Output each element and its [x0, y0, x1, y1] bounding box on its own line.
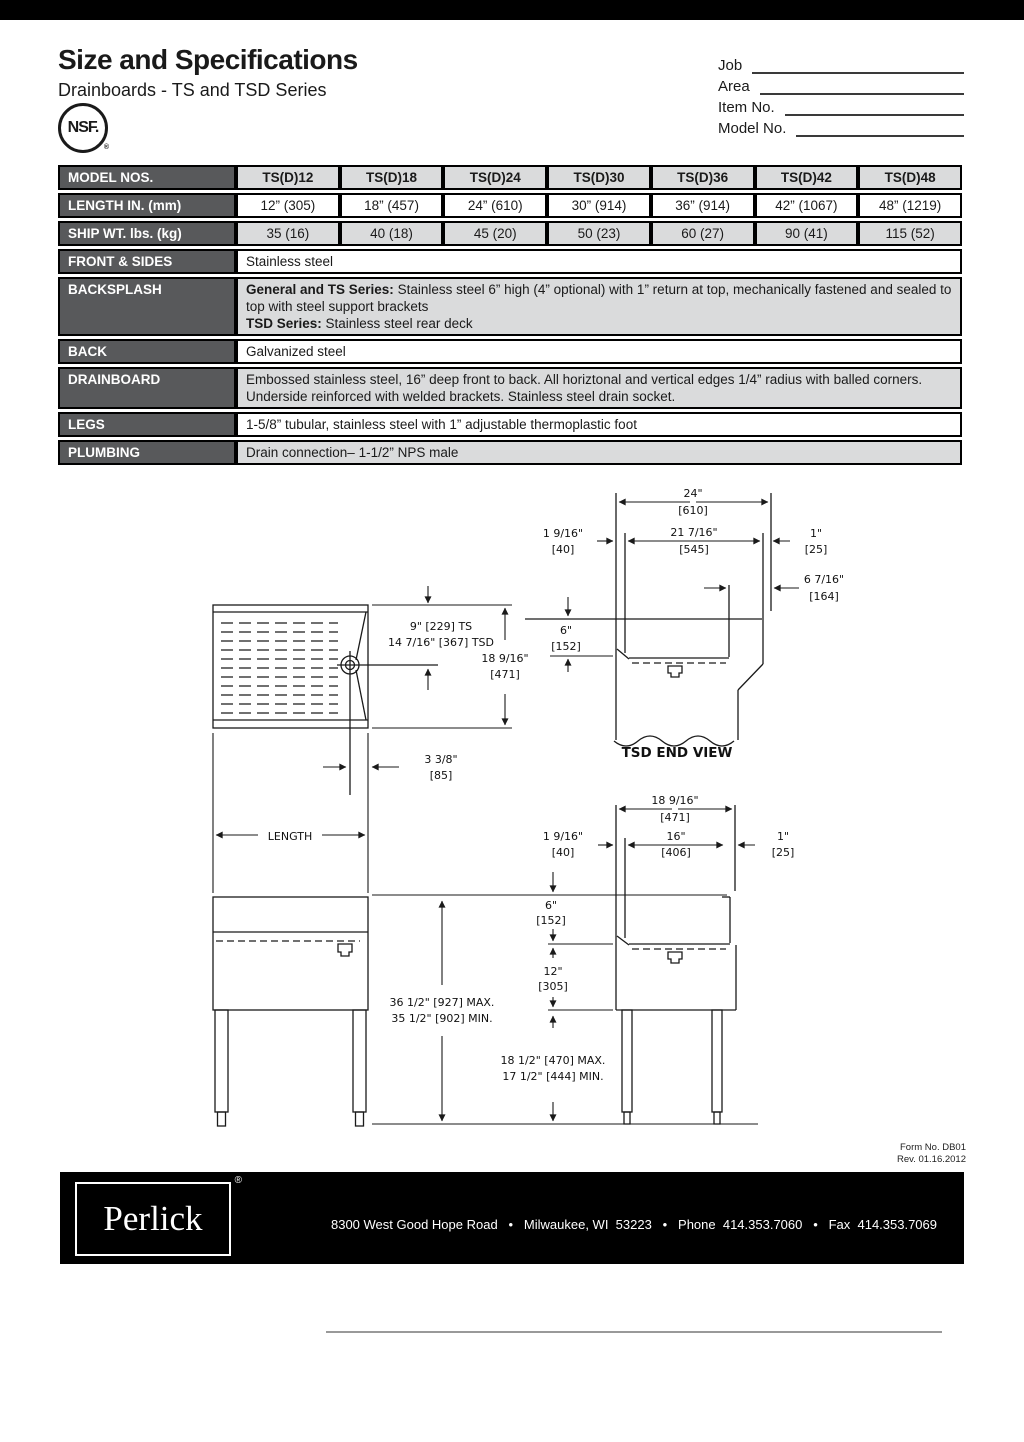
model-cell: TS(D)12	[236, 165, 340, 190]
form-number: Form No. DB01	[900, 1142, 966, 1153]
weight-cell: 50 (23)	[547, 221, 651, 246]
job-input-line[interactable]	[752, 57, 964, 74]
model-cell: TS(D)24	[443, 165, 547, 190]
length-cell: 18” (457)	[340, 193, 444, 218]
length-cell: 48” (1219)	[858, 193, 962, 218]
footer-contact: Toll Free 800.558.5592 • E-Mail perlick@perlick.com • www.perlick.com	[410, 1272, 858, 1287]
model-cell: TS(D)18	[340, 165, 444, 190]
plumbing-text: Drain connection– 1-1/2” NPS male	[236, 440, 962, 465]
tsd-end-view-caption: TSD END VIEW	[621, 745, 733, 761]
item-no-input-line[interactable]	[785, 99, 964, 116]
backsplash-tsd-body: Stainless steel rear deck	[321, 316, 473, 331]
tsd-splash-mm-label: [152]	[551, 640, 581, 653]
plan-depth-tsd-label: 14 7/16" [367] TSD	[388, 636, 494, 649]
ts-splash-mm-label: [152]	[536, 914, 566, 927]
length-cell: 30” (914)	[547, 193, 651, 218]
ts-depth-in-label: 12"	[543, 965, 563, 978]
footer-bar	[60, 1172, 964, 1405]
row-header-length: LENGTH IN. (mm)	[58, 193, 236, 218]
row-header-legs: LEGS	[58, 412, 236, 437]
item-no-label: Item No.	[718, 99, 775, 116]
page-subtitle: Drainboards - TS and TSD Series	[58, 80, 327, 100]
length-cell: 24” (610)	[443, 193, 547, 218]
row-header-weight: SHIP WT. lbs. (kg)	[58, 221, 236, 246]
model-cell: TS(D)36	[651, 165, 755, 190]
tsd-deck-mm-label: [164]	[809, 590, 839, 603]
footer-address: 8300 West Good Hope Road • Milwaukee, WI 53223 • Phone 414.353.7060 • Fax 414.353.7069	[330, 1217, 938, 1232]
ts-front-edge-mm-label: [40]	[551, 846, 575, 859]
ts-overall-mm-label: [471]	[660, 811, 690, 824]
front-view-drawing	[213, 897, 368, 1126]
model-cell: TS(D)30	[547, 165, 651, 190]
job-label: Job	[718, 57, 743, 74]
plan-width-in-label: 18 9/16"	[481, 652, 529, 665]
drainboard-text: Embossed stainless steel, 16” deep front to back. All horiztonal and vertical edges 1/4” radius with balled corners. Underside reinforced with welded brackets. Stainless steel drain socket.	[236, 367, 962, 409]
front-sides-text: Stainless steel	[236, 249, 962, 274]
backsplash-ts-lead: General and TS Series:	[246, 282, 394, 297]
ts-rear-edge-mm-label: [25]	[771, 846, 795, 859]
item-no-field-row	[718, 98, 964, 116]
weight-cell: 40 (18)	[340, 221, 444, 246]
tsd-deck-in-label: 6 7/16"	[803, 573, 845, 586]
weight-cell: 90 (41)	[755, 221, 859, 246]
tsd-inner-in-label: 21 7/16"	[670, 526, 718, 539]
tsd-rear-edge-in-label: 1"	[809, 527, 823, 540]
backsplash-tsd-lead: TSD Series:	[246, 316, 322, 331]
row-header-plumbing: PLUMBING	[58, 440, 236, 465]
row-header-front-sides: FRONT & SIDES	[58, 249, 236, 274]
ts-depth-mm-label: [305]	[538, 980, 568, 993]
tsd-front-edge-mm-label: [40]	[551, 543, 575, 556]
length-cell: 36” (914)	[651, 193, 755, 218]
form-number-block	[897, 1142, 966, 1165]
area-label: Area	[718, 78, 750, 95]
table-row-back	[58, 339, 962, 364]
ts-front-edge-in-label: 1 9/16"	[542, 830, 584, 843]
footer-text-block	[312, 1179, 956, 1442]
area-input-line[interactable]	[760, 78, 964, 95]
front-height-max-label: 36 1/2" [927] MAX.	[389, 996, 495, 1009]
tsd-inner-mm-label: [545]	[679, 543, 709, 556]
length-cell: 42” (1067)	[755, 193, 859, 218]
tsd-front-edge-in-label: 1 9/16"	[542, 527, 584, 540]
back-text: Galvanized steel	[236, 339, 962, 364]
perlick-logo	[75, 1175, 242, 1256]
nsf-registered-mark: ®	[103, 144, 109, 151]
length-cell: 12” (305)	[236, 193, 340, 218]
row-header-drainboard: DRAINBOARD	[58, 367, 236, 409]
top-black-bar	[0, 0, 1024, 20]
table-row-models	[58, 165, 962, 190]
ts-overall-in-label: 18 9/16"	[651, 794, 699, 807]
table-row-plumbing	[58, 440, 962, 465]
weight-cell: 115 (52)	[858, 221, 962, 246]
ts-leg-min-label: 17 1/2" [444] MIN.	[502, 1070, 604, 1083]
nsf-logo-text: NSF.	[67, 119, 99, 136]
backsplash-text	[236, 277, 962, 336]
spec-table	[58, 162, 962, 468]
table-row-front-sides	[58, 249, 962, 274]
technical-drawings	[0, 470, 1024, 1160]
table-row-weight	[58, 221, 962, 246]
table-row-legs	[58, 412, 962, 437]
table-row-drainboard	[58, 367, 962, 409]
tsd-splash-in-label: 6"	[559, 624, 573, 637]
model-cell: TS(D)48	[858, 165, 962, 190]
ts-splash-in-label: 6"	[544, 899, 558, 912]
weight-cell: 60 (27)	[651, 221, 755, 246]
nsf-logo-icon	[58, 103, 108, 153]
table-row-length	[58, 193, 962, 218]
row-header-back: BACK	[58, 339, 236, 364]
model-cell: TS(D)42	[755, 165, 859, 190]
plan-drain-offset-mm-label: [85]	[429, 769, 453, 782]
page-title: Size and Specifications	[58, 44, 358, 75]
weight-cell: 35 (16)	[236, 221, 340, 246]
row-header-models: MODEL NOS.	[58, 165, 236, 190]
row-header-backsplash: BACKSPLASH	[58, 277, 236, 336]
tsd-overall-in-label: 24"	[683, 487, 703, 500]
legs-text: 1-5/8” tubular, stainless steel with 1” adjustable thermoplastic foot	[236, 412, 962, 437]
front-height-min-label: 35 1/2" [902] MIN.	[391, 1012, 493, 1025]
area-field-row	[718, 77, 964, 95]
footer-tagline: Perlick is committed to continuous improvement. Therefore, we reserve the right to change specifications without prior notice	[322, 1375, 949, 1405]
model-no-label: Model No.	[718, 120, 787, 137]
table-row-backsplash	[58, 277, 962, 336]
ts-rear-edge-in-label: 1"	[776, 830, 790, 843]
model-no-field-row	[718, 119, 964, 137]
backsplash-ts-body: Stainless steel 6” high (4” optional) with 1” return at top, mechanically fastened and sealed to top with steel support brackets	[246, 282, 952, 314]
tsd-rear-edge-mm-label: [25]	[804, 543, 828, 556]
ts-leg-max-label: 18 1/2" [470] MAX.	[500, 1054, 606, 1067]
perlick-registered-mark: ®	[234, 1175, 242, 1186]
front-length-label: LENGTH	[267, 830, 313, 843]
front-view-dimensions	[216, 835, 758, 1124]
order-form-fields	[718, 56, 964, 140]
perlick-logo-text: Perlick	[103, 1199, 203, 1238]
model-no-input-line[interactable]	[796, 120, 964, 137]
plan-drain-offset-in-label: 3 3/8"	[424, 753, 458, 766]
plan-width-mm-label: [471]	[490, 668, 520, 681]
ts-inner-mm-label: [406]	[661, 846, 691, 859]
plan-depth-ts-label: 9" [229] TS	[409, 620, 473, 633]
ts-inner-in-label: 16"	[666, 830, 686, 843]
job-field-row	[718, 56, 964, 74]
revision-date: Rev. 01.16.2012	[896, 1153, 966, 1165]
footer-divider	[326, 1331, 942, 1333]
weight-cell: 45 (20)	[443, 221, 547, 246]
tsd-overall-mm-label: [610]	[678, 504, 708, 517]
